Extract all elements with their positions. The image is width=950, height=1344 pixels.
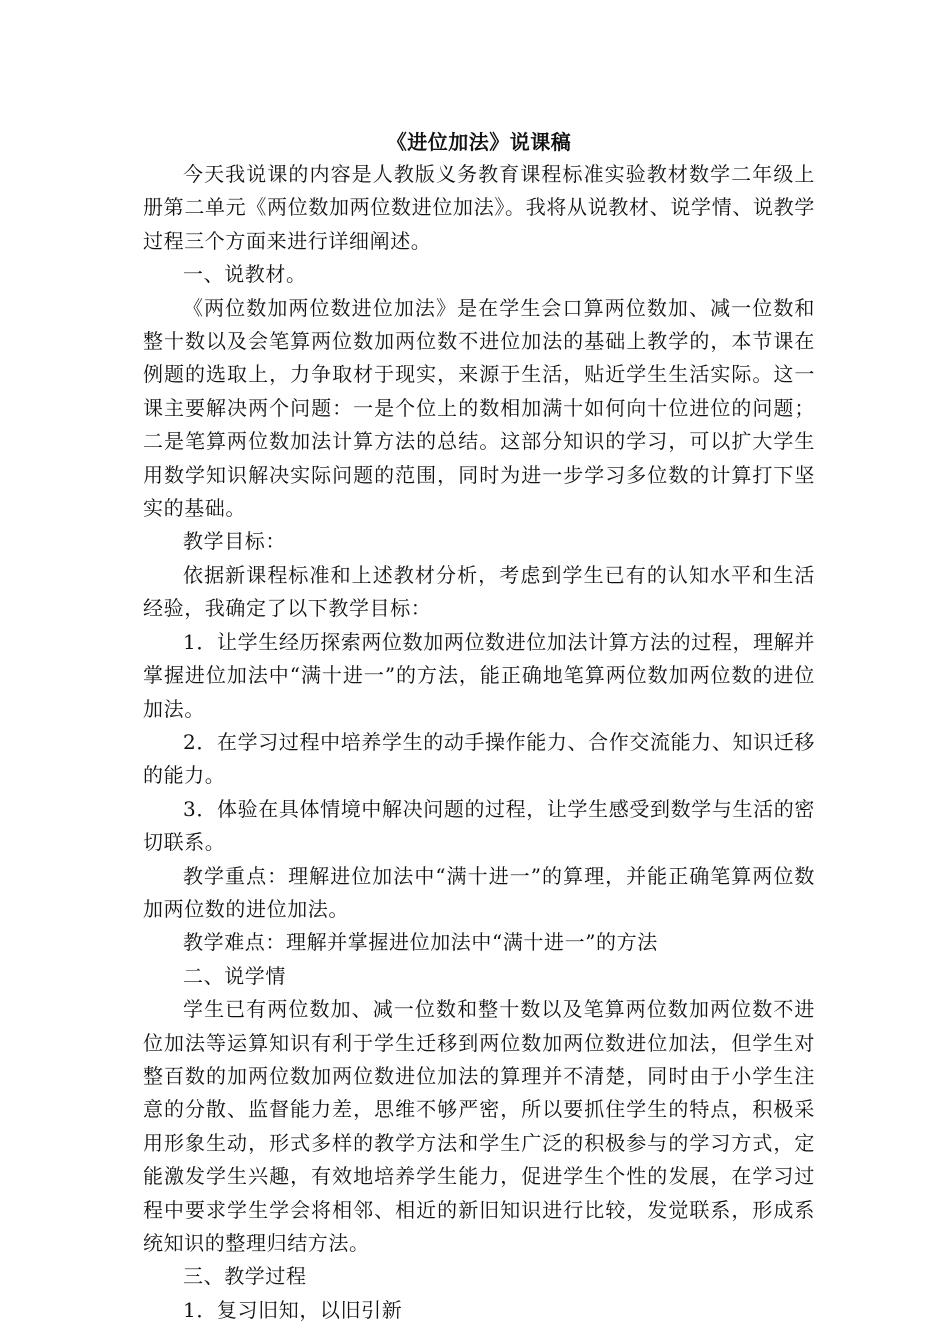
teaching-goal-2: 2．在学习过程中培养学生的动手操作能力、合作交流能力、知识迁移的能力。 — [143, 729, 815, 788]
teaching-difficulty: 教学难点：理解并掌握进位加法中“满十进一”的方法 — [183, 930, 658, 955]
section-heading-textbook: 一、说教材。 — [183, 262, 307, 287]
document-title: 《进位加法》说课稿 — [386, 130, 572, 154]
teaching-focus: 教学重点：理解进位加法中“满十进一”的算理，并能正确笔算两位数加两位数的进位加法。 — [143, 863, 815, 921]
document-body — [143, 128, 815, 1327]
process-step-1: 1．复习旧知，以旧引新 — [183, 1297, 403, 1322]
teaching-goals-heading: 教学目标： — [183, 529, 286, 554]
students-paragraph: 学生已有两位数加、减一位数和整十数以及笔算两位数加两位数不进位加法等运算知识有利于学生迁移到两位数加两位数进位加法，但学生对整百数的加两位数加两位数进位加法的算理并不清楚，同时由于小学生注意的分散、监督能力差，思维不够严密，所以要抓住学生的特点，积极采用形象生动，形式多样的教学方法和学生广泛的积极参与的学习方式，定能激发学生兴趣，有效地培养学生能力，促进学生个性的发展，在学习过程中要求学生学会将相邻、相近的新旧知识进行比较，发觉联系，形成系统知识的整理归结方法。 — [143, 997, 815, 1255]
intro-paragraph: 今天我说课的内容是人教版义务教育课程标准实验教材数学二年级上册第二单元《两位数加两位数进位加法》。我将从说教材、说学情、说教学过程三个方面来进行详细阐述。 — [143, 162, 815, 253]
teaching-goals-intro: 依据新课程标准和上述教材分析，考虑到学生已有的认知水平和生活经验，我确定了以下教学目标： — [143, 562, 815, 621]
section-heading-process: 三、教学过程 — [183, 1264, 307, 1289]
section-heading-students: 二、说学情 — [183, 963, 286, 988]
teaching-goal-1: 1．让学生经历探索两位数加两位数进位加法计算方法的过程，理解并掌握进位加法中“满十进一”的方法，能正确地笔算两位数加两位数的进位加法。 — [143, 629, 815, 721]
textbook-paragraph: 《两位数加两位数进位加法》是在学生会口算两位数加、减一位数和整十数以及会笔算两位数加两位数不进位加法的基础上教学的，本节课在例题的选取上，力争取材于现实，来源于生活，贴近学生生活实际。这一课主要解决两个问题：一是个位上的数相加满十如何向十位进位的问题；二是笔算两位数加法计算方法的总结。这部分知识的学习，可以扩大学生用数学知识解决实际问题的范围，同时为进一步学习多位数的计算打下坚实的基础。 — [143, 295, 815, 521]
teaching-goal-3: 3．体验在具体情境中解决问题的过程，让学生感受到数学与生活的密切联系。 — [143, 796, 815, 855]
